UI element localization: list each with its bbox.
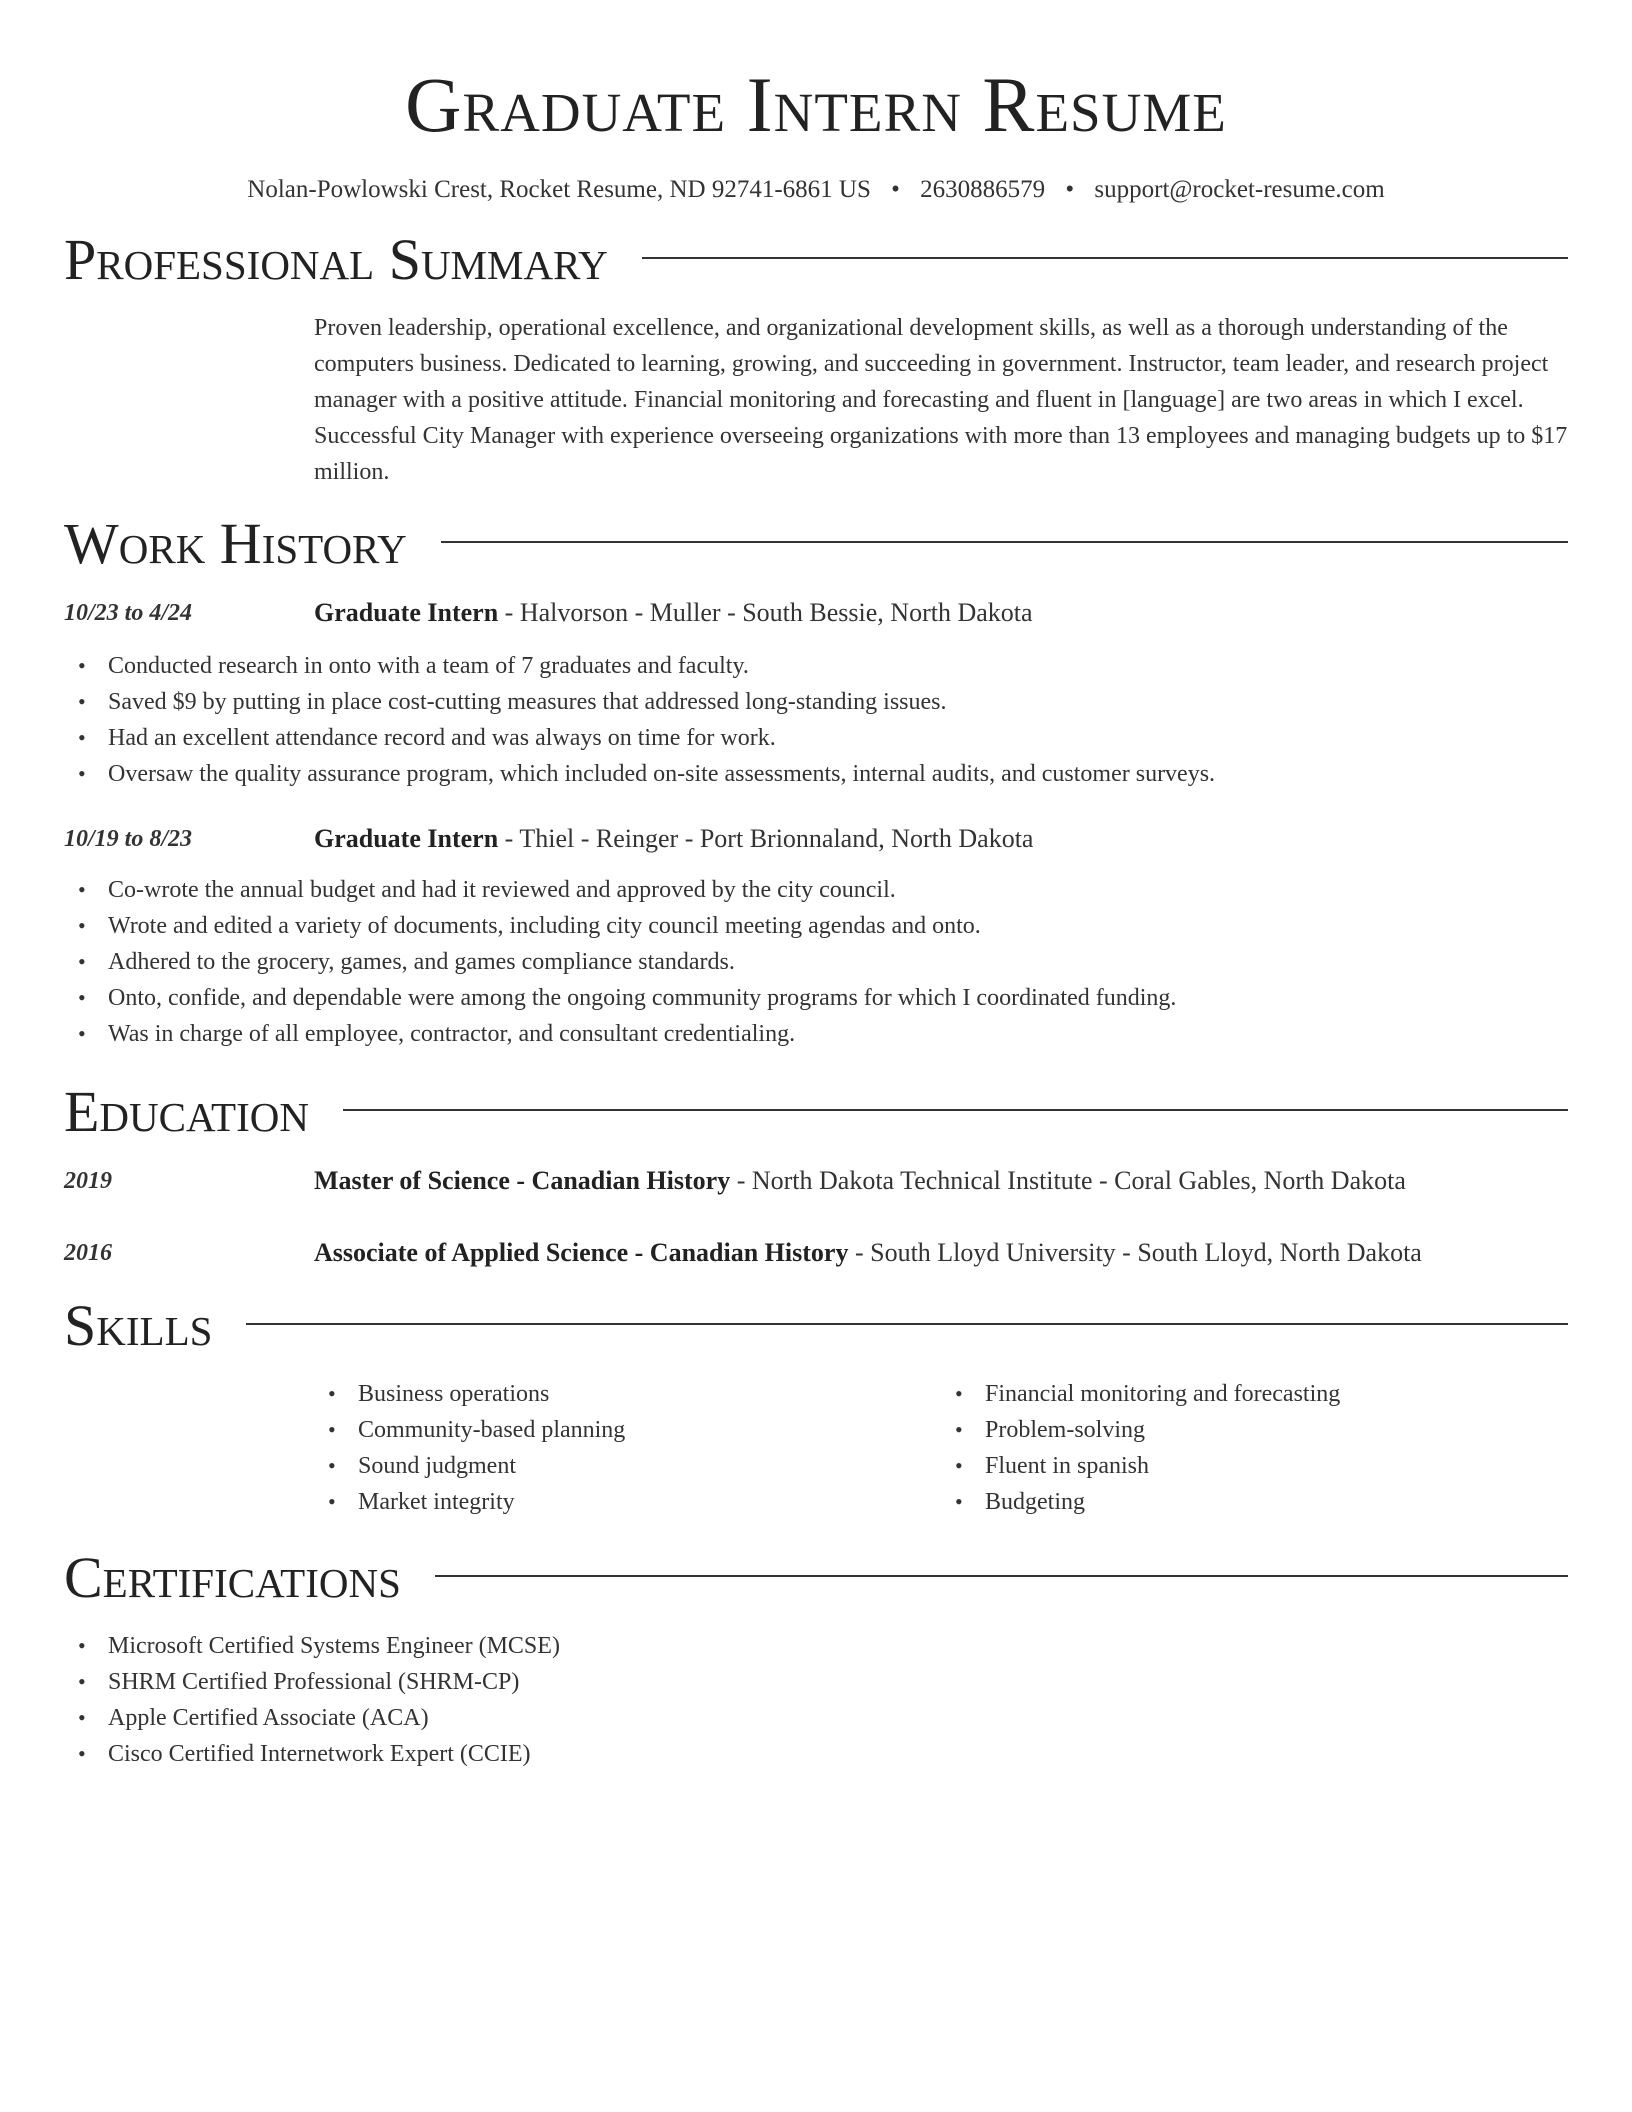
education-entry	[64, 1236, 1568, 1270]
certifications-list	[64, 1628, 1568, 1772]
list-item: • Apple Certified Associate (ACA)	[108, 1700, 1568, 1736]
job-bullet-list	[64, 648, 1568, 792]
contact-phone: 2630886579	[920, 176, 1046, 203]
list-item: • Adhered to the grocery, games, and games compliance standards.	[108, 944, 1568, 980]
job-details: - Thiel - Reinger - Port Brionnaland, North Dakota	[498, 824, 1034, 853]
education-details: - North Dakota Technical Institute - Coral Gables, North Dakota	[730, 1166, 1406, 1195]
list-item: • Wrote and edited a variety of documents, including city council meeting agendas and onto.	[108, 908, 1568, 944]
education-entry	[64, 1164, 1568, 1198]
certifications-section-title: Certifications	[64, 1545, 401, 1610]
certifications-section-header	[64, 1546, 1568, 1610]
list-item: • Had an excellent attendance record and was always on time for work.	[108, 720, 1568, 756]
summary-section-header	[64, 228, 1568, 292]
contact-address: Nolan-Powlowski Crest, Rocket Resume, ND 92741-6861 US	[247, 176, 871, 203]
list-item: • Budgeting	[985, 1484, 1568, 1520]
list-item: • Financial monitoring and forecasting	[985, 1376, 1568, 1412]
job-title-line	[314, 596, 1033, 630]
contact-line	[64, 174, 1568, 206]
summary-section-title: Professional Summary	[64, 227, 608, 292]
education-degree: Associate of Applied Science - Canadian History	[314, 1238, 849, 1267]
section-divider	[441, 541, 1568, 543]
education-section-header	[64, 1080, 1568, 1144]
job-dates: 10/19 to 8/23	[64, 826, 193, 852]
education-year: 2016	[64, 1240, 112, 1266]
education-section-title: Education	[64, 1079, 309, 1144]
section-divider	[343, 1109, 1568, 1111]
education-details: - South Lloyd University - South Lloyd, North Dakota	[848, 1238, 1422, 1267]
list-item: • Sound judgment	[358, 1448, 941, 1484]
list-item: • Business operations	[358, 1376, 941, 1412]
list-item: • Conducted research in onto with a team of 7 graduates and faculty.	[108, 648, 1568, 684]
skills-column-left	[314, 1376, 941, 1520]
contact-email: support@rocket-resume.com	[1094, 176, 1385, 203]
list-item: • Problem-solving	[985, 1412, 1568, 1448]
education-line	[314, 1164, 1406, 1198]
skills-grid	[314, 1376, 1568, 1520]
job-entry	[64, 596, 1568, 630]
education-line	[314, 1236, 1422, 1270]
section-divider	[642, 257, 1568, 259]
summary-text: Proven leadership, operational excellence, and organizational development skills, as well as a thorough understanding of the computers business. Dedicated to learning, growing, and succeeding in government. Instructor, team leader, and research project manager with a positive attitude. Financial monitoring and forecasting and fluent in [language] are two areas in which I excel. Successful City Manager with experience overseeing organizations with more than 13 employees and managing budgets up to $17 million.	[314, 315, 1568, 485]
work-section-title: Work History	[64, 511, 407, 576]
list-item: • Fluent in spanish	[985, 1448, 1568, 1484]
job-role: Graduate Intern	[314, 824, 499, 853]
job-dates: 10/23 to 4/24	[64, 600, 193, 626]
section-divider	[246, 1323, 1568, 1325]
education-year: 2019	[64, 1168, 112, 1194]
contact-separator: •	[891, 176, 900, 203]
list-item: • Onto, confide, and dependable were among the ongoing community programs for which I coordinated funding.	[108, 980, 1568, 1016]
list-item: • SHRM Certified Professional (SHRM-CP)	[108, 1664, 1568, 1700]
skills-section-title: Skills	[64, 1293, 213, 1358]
skills-column-right	[941, 1376, 1568, 1520]
job-details: - Halvorson - Muller - South Bessie, North Dakota	[498, 598, 1033, 627]
list-item: • Community-based planning	[358, 1412, 941, 1448]
job-role: Graduate Intern	[314, 598, 499, 627]
job-entry	[64, 822, 1568, 856]
education-degree: Master of Science - Canadian History	[314, 1166, 731, 1195]
list-item: • Was in charge of all employee, contractor, and consultant credentialing.	[108, 1016, 1568, 1052]
list-item: • Saved $9 by putting in place cost-cutting measures that addressed long-standing issues.	[108, 684, 1568, 720]
list-item: • Microsoft Certified Systems Engineer (MCSE)	[108, 1628, 1568, 1664]
list-item: • Market integrity	[358, 1484, 941, 1520]
skills-section-header	[64, 1294, 1568, 1358]
list-item: • Oversaw the quality assurance program, which included on-site assessments, internal audits, and customer surveys.	[108, 756, 1568, 792]
contact-separator: •	[1065, 176, 1075, 203]
list-item: • Co-wrote the annual budget and had it reviewed and approved by the city council.	[108, 872, 1568, 908]
list-item: • Cisco Certified Internetwork Expert (CCIE)	[108, 1736, 1568, 1772]
resume-title: Graduate Intern Resume	[405, 61, 1227, 148]
job-title-line	[314, 822, 1033, 856]
section-divider	[435, 1575, 1568, 1577]
job-bullet-list	[64, 872, 1568, 1052]
work-section-header	[64, 512, 1568, 576]
